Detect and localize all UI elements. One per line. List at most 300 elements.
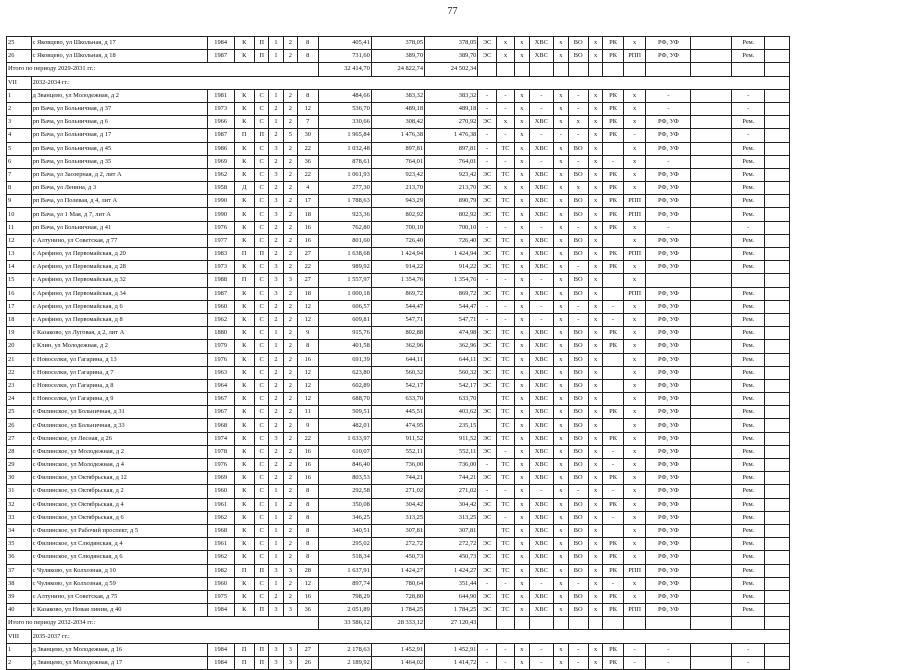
table-cell: 890,79: [425, 195, 478, 208]
table-cell: 547,71: [425, 313, 478, 326]
table-cell: ЭС: [478, 445, 496, 458]
table-cell: 2: [283, 261, 297, 274]
table-cell: 1958: [207, 182, 234, 195]
table-cell: -: [732, 89, 765, 102]
table-cell: х: [515, 445, 529, 458]
table-cell: [732, 274, 765, 287]
table-cell: 2: [269, 234, 283, 247]
table-cell: 9: [298, 327, 318, 340]
table-cell: С: [254, 102, 268, 115]
table-row: [7, 524, 790, 537]
table-cell: 474,95: [371, 419, 424, 432]
table-cell: К: [234, 287, 254, 300]
table-cell: К: [234, 590, 254, 603]
address-cell: с Филинское, ул Слюдянская, д 4: [31, 538, 207, 551]
table-cell: 3: [269, 604, 283, 617]
table-cell: РК: [603, 538, 623, 551]
table-cell: 802,92: [425, 208, 478, 221]
table-cell: 1978: [207, 445, 234, 458]
table-cell: ТС: [496, 590, 514, 603]
table-cell: 489,18: [425, 102, 478, 115]
table-cell: ВО: [568, 551, 588, 564]
table-cell: 27: [298, 274, 318, 287]
table-cell: -: [478, 155, 496, 168]
table-cell: х: [623, 155, 646, 168]
table-cell: 445,51: [371, 406, 424, 419]
table-row: [7, 168, 790, 181]
table-cell: х: [623, 445, 646, 458]
table-cell: 16: [298, 445, 318, 458]
table-cell: ХВС: [529, 538, 554, 551]
table-cell: -: [529, 102, 554, 115]
section-label: 2032-2034 гг.:: [31, 76, 789, 89]
table-cell: РФ, УФ: [646, 590, 691, 603]
table-cell: [765, 524, 790, 537]
row-number-cell: 5: [7, 142, 32, 155]
table-cell: -: [603, 459, 623, 472]
table-cell: ХВС: [529, 248, 554, 261]
table-cell: К: [234, 524, 254, 537]
table-cell: 1 784,25: [425, 604, 478, 617]
period-total-row: [7, 63, 790, 76]
table-cell: [691, 182, 732, 195]
table-cell: 3: [283, 274, 297, 287]
table-cell: РК: [603, 472, 623, 485]
table-cell: х: [588, 419, 602, 432]
table-cell: 26: [298, 656, 318, 669]
period-total-row: [7, 617, 790, 630]
table-cell: РФ, УФ: [646, 498, 691, 511]
table-cell: 1 354,76: [425, 274, 478, 287]
table-cell: К: [234, 340, 254, 353]
table-cell: ЭС: [478, 195, 496, 208]
table-cell: 914,22: [371, 261, 424, 274]
table-cell: 2: [283, 168, 297, 181]
table-cell: [765, 208, 790, 221]
table-cell: -: [603, 313, 623, 326]
table-cell: х: [554, 182, 568, 195]
table-cell: 340,51: [318, 524, 371, 537]
table-cell: -: [603, 577, 623, 590]
table-cell: х: [554, 511, 568, 524]
table-cell: 1974: [207, 432, 234, 445]
row-number-cell: 16: [7, 287, 32, 300]
table-cell: К: [234, 511, 254, 524]
section-header-row: [7, 76, 790, 89]
table-cell: 633,70: [371, 393, 424, 406]
table-row: [7, 353, 790, 366]
table-cell: -: [646, 155, 691, 168]
table-cell: -: [554, 129, 568, 142]
table-cell: 484,66: [318, 89, 371, 102]
table-cell: [765, 195, 790, 208]
table-cell: ВО: [568, 459, 588, 472]
table-cell: 8: [298, 511, 318, 524]
table-cell: ХВС: [529, 234, 554, 247]
table-cell: х: [623, 590, 646, 603]
table-cell: -: [496, 221, 514, 234]
table-cell: РФ, УФ: [646, 182, 691, 195]
table-cell: 3: [283, 564, 297, 577]
table-cell: [691, 472, 732, 485]
table-cell: С: [254, 287, 268, 300]
table-cell: 489,18: [371, 102, 424, 115]
table-cell: [691, 340, 732, 353]
table-cell: ХВС: [529, 511, 554, 524]
table-cell: С: [254, 393, 268, 406]
table-cell: К: [234, 353, 254, 366]
table-row: [7, 604, 790, 617]
table-cell: [765, 300, 790, 313]
table-cell: х: [623, 353, 646, 366]
table-cell: 36: [298, 604, 318, 617]
table-cell: ЭС: [478, 366, 496, 379]
table-cell: [691, 485, 732, 498]
table-cell: РФ, УФ: [646, 419, 691, 432]
table-cell: х: [588, 524, 602, 537]
table-cell: -: [478, 313, 496, 326]
table-cell: К: [234, 604, 254, 617]
table-cell: К: [234, 155, 254, 168]
table-cell: х: [515, 102, 529, 115]
address-cell: с Филинское, ул Молодежная, д 2: [31, 445, 207, 458]
table-cell: ЭС: [478, 208, 496, 221]
table-cell: 389,70: [425, 50, 478, 63]
table-cell: -: [529, 643, 554, 656]
table-cell: х: [554, 551, 568, 564]
table-cell: ТС: [496, 524, 514, 537]
address-cell: рп Вача, ул Полевая, д 4, лит А: [31, 195, 207, 208]
table-cell: -: [568, 261, 588, 274]
row-number-cell: 26: [7, 419, 32, 432]
table-cell: 2: [283, 142, 297, 155]
table-cell: 1962: [207, 313, 234, 326]
table-cell: 1984: [207, 604, 234, 617]
table-cell: 22: [298, 168, 318, 181]
table-cell: РФ, УФ: [646, 195, 691, 208]
table-cell: -: [478, 577, 496, 590]
table-cell: РФ, УФ: [646, 168, 691, 181]
empty-cell: [529, 617, 554, 630]
table-cell: -: [529, 221, 554, 234]
table-cell: С: [254, 498, 268, 511]
table-cell: ХВС: [529, 459, 554, 472]
table-cell: ХВС: [529, 353, 554, 366]
table-cell: РК: [603, 89, 623, 102]
table-cell: 542,17: [371, 379, 424, 392]
address-cell: с Новоселки, ул Гагарина, д 7: [31, 366, 207, 379]
table-cell: х: [554, 590, 568, 603]
table-cell: РФ, УФ: [646, 234, 691, 247]
table-cell: 1973: [207, 261, 234, 274]
table-cell: 878,61: [318, 155, 371, 168]
table-cell: ЭС: [478, 340, 496, 353]
table-cell: х: [515, 248, 529, 261]
period-total-value: 24 822,74: [371, 63, 424, 76]
table-cell: 700,10: [425, 221, 478, 234]
table-row: [7, 340, 790, 353]
table-cell: ВО: [568, 248, 588, 261]
table-cell: 923,42: [425, 168, 478, 181]
table-cell: Рем.: [732, 472, 765, 485]
table-cell: х: [588, 366, 602, 379]
empty-cell: [691, 63, 732, 76]
table-row: [7, 248, 790, 261]
table-cell: х: [623, 313, 646, 326]
table-cell: х: [515, 274, 529, 287]
table-cell: [765, 248, 790, 261]
table-cell: [765, 604, 790, 617]
table-cell: х: [623, 261, 646, 274]
table-cell: Рем.: [732, 340, 765, 353]
table-cell: [691, 37, 732, 50]
table-cell: Рем.: [732, 155, 765, 168]
table-cell: х: [496, 50, 514, 63]
table-cell: 1977: [207, 234, 234, 247]
table-row: [7, 366, 790, 379]
table-cell: [765, 577, 790, 590]
table-cell: х: [515, 142, 529, 155]
table-cell: 16: [298, 353, 318, 366]
table-cell: ЭС: [478, 498, 496, 511]
table-cell: [603, 366, 623, 379]
address-cell: рп Вача, ул Больничная, д 35: [31, 155, 207, 168]
table-cell: ЭС: [478, 248, 496, 261]
table-cell: Рем.: [732, 208, 765, 221]
table-cell: Рем.: [732, 432, 765, 445]
table-cell: х: [496, 182, 514, 195]
table-cell: РК: [603, 327, 623, 340]
table-cell: х: [515, 129, 529, 142]
table-cell: 12: [298, 102, 318, 115]
table-cell: 2: [283, 379, 297, 392]
table-cell: Рем.: [732, 366, 765, 379]
table-cell: РК: [603, 564, 623, 577]
table-cell: ТС: [496, 419, 514, 432]
empty-cell: [478, 617, 496, 630]
table-cell: РФ, УФ: [646, 485, 691, 498]
table-cell: 3: [269, 564, 283, 577]
table-cell: -: [529, 656, 554, 669]
table-cell: 1: [269, 50, 283, 63]
table-cell: -: [496, 129, 514, 142]
table-cell: -: [496, 155, 514, 168]
table-cell: 1 414,72: [425, 656, 478, 669]
table-cell: 869,72: [425, 287, 478, 300]
table-cell: ТС: [496, 498, 514, 511]
table-cell: 22: [298, 432, 318, 445]
table-cell: [603, 274, 623, 287]
table-cell: РК: [603, 50, 623, 63]
table-cell: х: [588, 129, 602, 142]
table-cell: С: [254, 313, 268, 326]
table-cell: Рем.: [732, 353, 765, 366]
table-cell: [691, 419, 732, 432]
table-cell: Рем.: [732, 419, 765, 432]
table-cell: -: [496, 577, 514, 590]
table-cell: 18: [298, 208, 318, 221]
table-cell: 2: [269, 353, 283, 366]
table-cell: 27: [298, 248, 318, 261]
table-cell: -: [732, 643, 765, 656]
table-cell: 726,40: [371, 234, 424, 247]
table-cell: Рем.: [732, 511, 765, 524]
row-number-cell: 32: [7, 498, 32, 511]
table-row: [7, 89, 790, 102]
table-cell: ТС: [496, 459, 514, 472]
table-cell: 1 032,48: [318, 142, 371, 155]
address-cell: с Филинское, ул Больничная, д 33: [31, 419, 207, 432]
table-cell: 2: [269, 445, 283, 458]
table-cell: ВО: [568, 498, 588, 511]
table-cell: 802,88: [371, 327, 424, 340]
table-cell: РК: [603, 195, 623, 208]
table-cell: х: [623, 300, 646, 313]
table-cell: х: [515, 155, 529, 168]
table-cell: К: [234, 300, 254, 313]
address-cell: д Званцево, ул Молодежная, д 2: [31, 89, 207, 102]
table-cell: [765, 327, 790, 340]
table-cell: ХВС: [529, 379, 554, 392]
table-cell: С: [254, 300, 268, 313]
table-cell: ТС: [496, 261, 514, 274]
table-cell: -: [568, 485, 588, 498]
table-cell: [603, 379, 623, 392]
table-cell: [603, 393, 623, 406]
table-cell: 1 788,63: [318, 195, 371, 208]
table-cell: х: [554, 604, 568, 617]
table-cell: х: [554, 168, 568, 181]
table-cell: 2: [269, 406, 283, 419]
table-cell: К: [234, 393, 254, 406]
table-cell: 2: [283, 445, 297, 458]
table-cell: 304,42: [425, 498, 478, 511]
table-cell: [691, 432, 732, 445]
table-row: [7, 406, 790, 419]
table-cell: РФ, УФ: [646, 248, 691, 261]
table-cell: 272,72: [371, 538, 424, 551]
table-cell: 7: [298, 116, 318, 129]
empty-cell: [732, 617, 765, 630]
table-cell: ЭС: [478, 116, 496, 129]
table-cell: К: [234, 89, 254, 102]
table-cell: х: [554, 524, 568, 537]
table-cell: ХВС: [529, 37, 554, 50]
table-cell: 1964: [207, 379, 234, 392]
row-number-cell: 1: [7, 89, 32, 102]
table-cell: [691, 366, 732, 379]
table-cell: х: [554, 340, 568, 353]
row-number-cell: 17: [7, 300, 32, 313]
table-cell: К: [234, 459, 254, 472]
empty-cell: [646, 63, 691, 76]
table-cell: 2: [269, 129, 283, 142]
table-cell: ХВС: [529, 340, 554, 353]
table-cell: П: [234, 129, 254, 142]
table-cell: х: [554, 155, 568, 168]
table-cell: Рем.: [732, 313, 765, 326]
table-cell: 213,70: [425, 182, 478, 195]
table-cell: 633,70: [425, 393, 478, 406]
table-cell: ХВС: [529, 142, 554, 155]
table-cell: ЭС: [478, 50, 496, 63]
table-cell: РФ, УФ: [646, 327, 691, 340]
table-cell: [691, 459, 732, 472]
table-cell: ТС: [496, 248, 514, 261]
table-cell: 2 178,63: [318, 643, 371, 656]
table-cell: х: [554, 643, 568, 656]
table-cell: С: [254, 155, 268, 168]
table-cell: х: [554, 498, 568, 511]
table-cell: С: [254, 538, 268, 551]
row-number-cell: 7: [7, 168, 32, 181]
row-number-cell: 2: [7, 102, 32, 115]
table-cell: ХВС: [529, 50, 554, 63]
table-cell: 1 476,38: [425, 129, 478, 142]
table-cell: 272,72: [425, 538, 478, 551]
table-cell: х: [588, 340, 602, 353]
table-cell: х: [554, 379, 568, 392]
table-cell: 16: [298, 234, 318, 247]
table-cell: 1960: [207, 485, 234, 498]
address-cell: с Филинское, ул Рабочий проспект, д 5: [31, 524, 207, 537]
table-cell: х: [623, 366, 646, 379]
row-number-cell: 33: [7, 511, 32, 524]
row-number-cell: 36: [7, 551, 32, 564]
table-cell: 1 638,68: [318, 248, 371, 261]
table-cell: 1 061,93: [318, 168, 371, 181]
table-cell: ЭС: [478, 287, 496, 300]
table-cell: ЭС: [478, 511, 496, 524]
section-number: VII: [7, 76, 32, 89]
address-cell: с Филинское, ул Молодежная, д 4: [31, 459, 207, 472]
table-cell: [765, 182, 790, 195]
table-cell: 509,51: [318, 406, 371, 419]
table-cell: РФ, УФ: [646, 577, 691, 590]
table-cell: РПП: [623, 50, 646, 63]
table-cell: [691, 208, 732, 221]
table-cell: 2: [283, 208, 297, 221]
table-cell: ВО: [568, 538, 588, 551]
table-cell: [765, 366, 790, 379]
table-cell: х: [568, 182, 588, 195]
table-cell: ВО: [568, 604, 588, 617]
table-cell: С: [254, 116, 268, 129]
table-cell: 450,73: [425, 551, 478, 564]
table-cell: С: [254, 195, 268, 208]
row-number-cell: 20: [7, 340, 32, 353]
table-cell: х: [515, 50, 529, 63]
table-cell: 923,42: [371, 168, 424, 181]
table-cell: х: [554, 300, 568, 313]
table-cell: 552,11: [425, 445, 478, 458]
table-cell: ХВС: [529, 287, 554, 300]
table-cell: С: [254, 274, 268, 287]
table-cell: ТС: [496, 168, 514, 181]
table-cell: х: [588, 577, 602, 590]
table-cell: 1962: [207, 168, 234, 181]
table-cell: 1: [269, 485, 283, 498]
table-cell: 764,01: [425, 155, 478, 168]
table-cell: 8: [298, 498, 318, 511]
table-cell: 2: [269, 102, 283, 115]
table-cell: -: [568, 155, 588, 168]
table-cell: П: [254, 129, 268, 142]
row-number-cell: 14: [7, 261, 32, 274]
table-cell: х: [588, 116, 602, 129]
table-row: [7, 564, 790, 577]
table-cell: К: [234, 116, 254, 129]
